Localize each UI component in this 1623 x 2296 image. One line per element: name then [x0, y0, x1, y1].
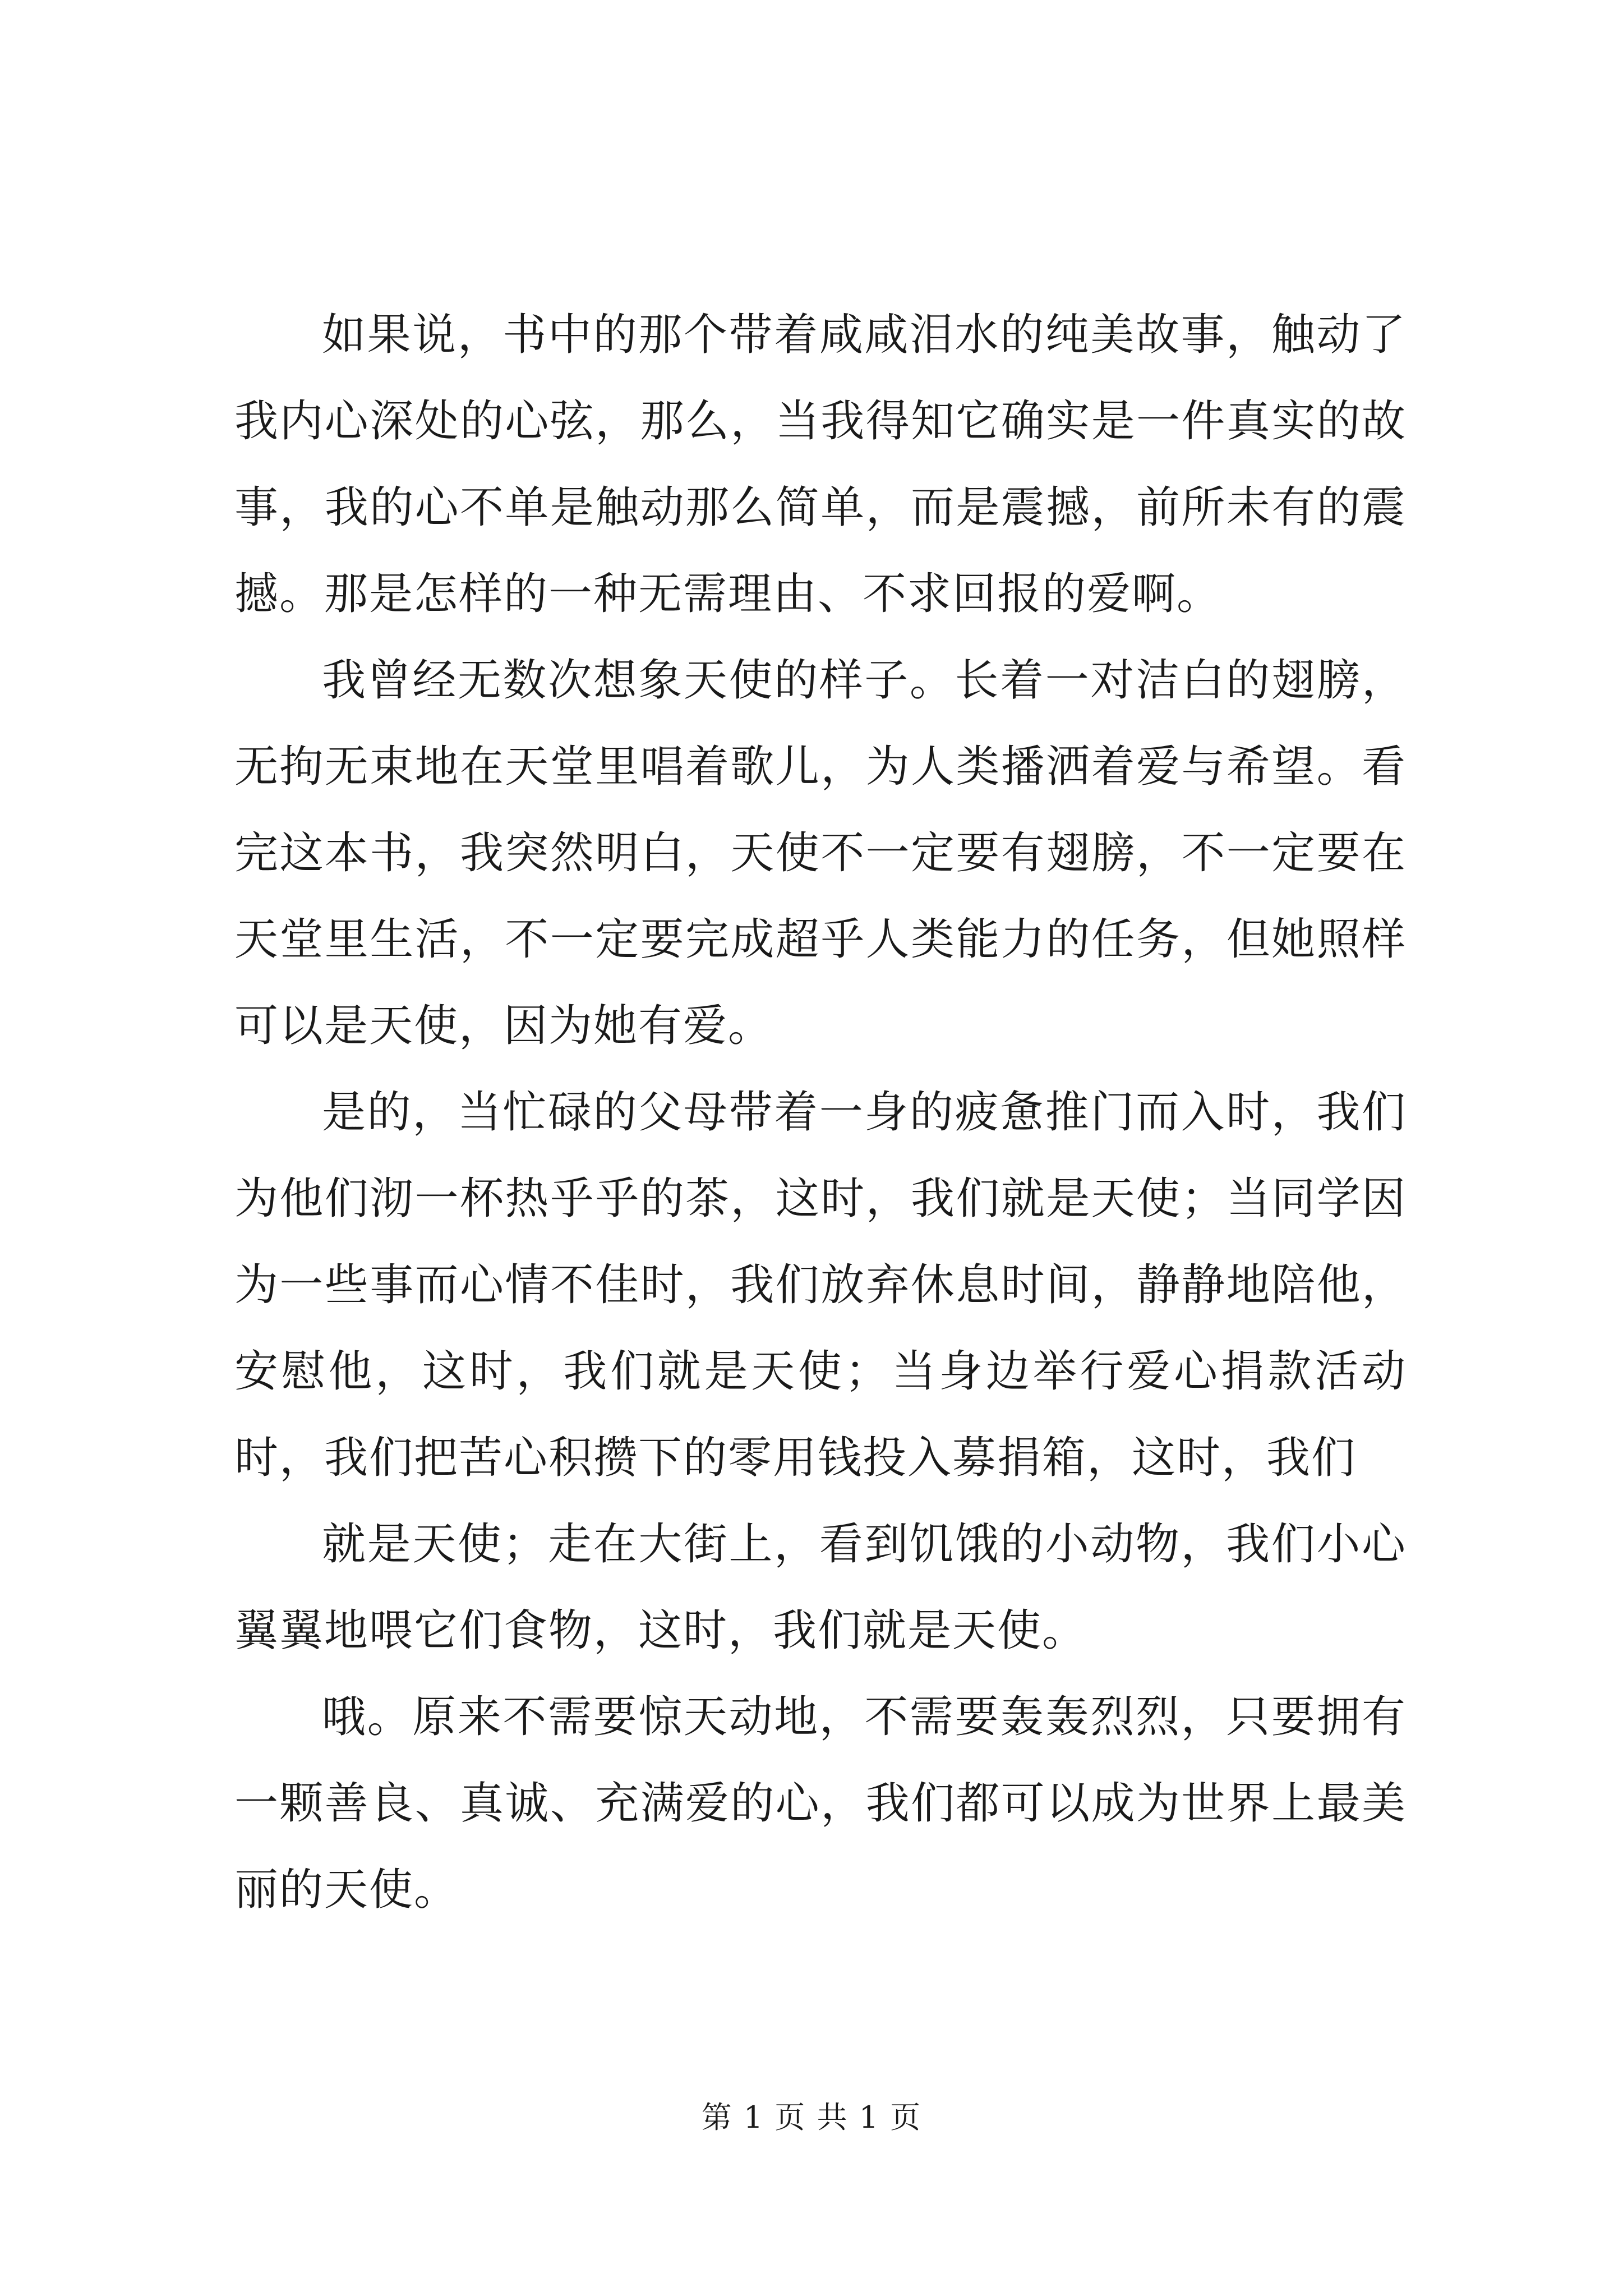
document-body [234, 292, 1407, 1933]
paragraph-5: 哦。原来不需要惊天动地，不需要轰轰烈烈，只要拥有一颗善良、真诚、充满爱的心，我们都可以成为世界上最美丽的天使。 [234, 1692, 1407, 1915]
paragraph-3: 是的，当忙碌的父母带着一身的疲惫推门而入时，我们为他们沏一杯热乎乎的茶，这时，我们就是天使；当同学因为一些事而心情不佳时，我们放弃休息时间，静静地陪他，安慰他，这时，我们就是天使；当身边举行爱心捐款活动时，我们把苦心积攒下的零用钱投入募捐箱，这时，我们 [234, 1087, 1407, 1483]
page-number-footer: 第 1 页 共 1 页 [701, 2100, 922, 2135]
paragraph-1: 如果说，书中的那个带着咸咸泪水的纯美故事，触动了我内心深处的心弦，那么，当我得知它确实是一件真实的故事，我的心不单是触动那么简单，而是震撼，前所未有的震撼。那是怎样的一种无需理由、不求回报的爱啊。 [234, 310, 1407, 619]
paragraph-2: 我曾经无数次想象天使的样子。长着一对洁白的翅膀，无拘无束地在天堂里唱着歌儿，为人类播洒着爱与希望。看完这本书，我突然明白，天使不一定要有翅膀，不一定要在天堂里生活，不一定要完成超乎人类能力的任务，但她照样可以是天使，因为她有爱。 [234, 655, 1407, 1051]
paragraph-4: 就是天使；走在大街上，看到饥饿的小动物，我们小心翼翼地喂它们食物，这时，我们就是天使。 [234, 1519, 1407, 1656]
